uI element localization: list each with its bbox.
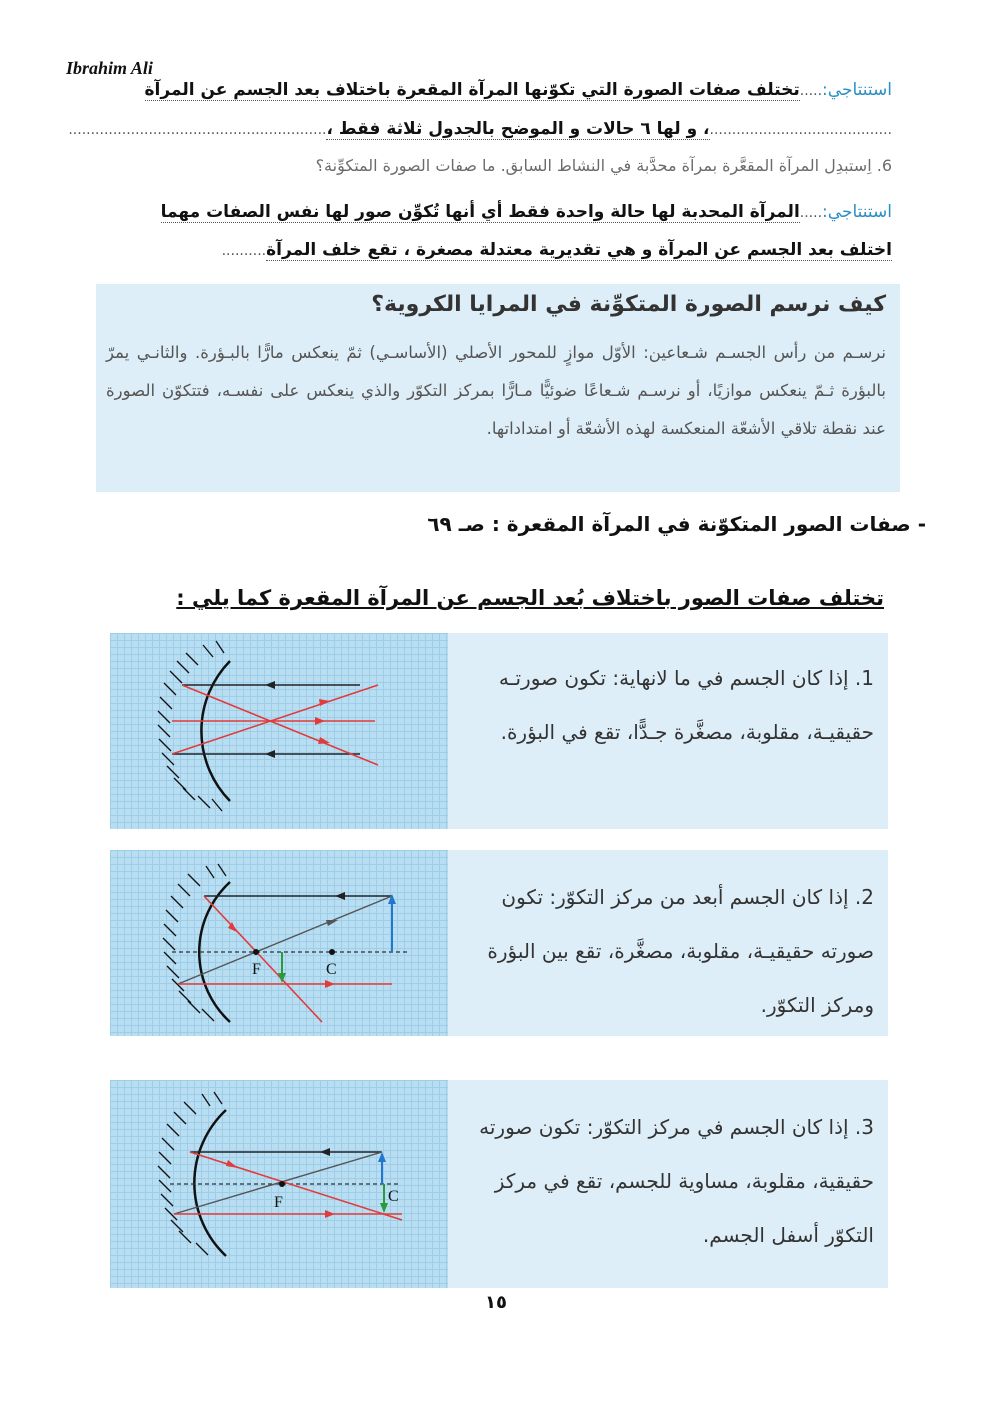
- section-title: - صفات الصور المتكوّنة في المرآة المقعرة : صـ ٦٩: [427, 512, 926, 536]
- conclusion1-row2: .........................................، و لها ٦ حالات و الموضح بالجدول ثلاثة فقط ،..........................................................: [68, 119, 892, 139]
- conclusion2-line2: اختلف بعد الجسم عن المرآة و هي تقديرية معتدلة مصغرة ، تقع خلف المرآة: [266, 240, 892, 260]
- page-number: ١٥: [485, 1292, 507, 1313]
- conclusion1-line2: ، و لها ٦ حالات و الموضح بالجدول ثلاثة فقط ،: [326, 119, 710, 139]
- case-1-panel: [110, 633, 888, 829]
- sub-title: تختلف صفات الصور باختلاف بُعد الجسم عن المرآة المقعرة كما يلي :: [176, 586, 884, 610]
- case-1-diagram: [110, 633, 448, 829]
- focus-label: F: [274, 1194, 283, 1211]
- info-box-title: كيف نرسم الصورة المتكوِّنة في المرايا الكروية؟: [371, 292, 886, 317]
- concave-mirror: [201, 661, 230, 801]
- info-box-body: نرسـم من رأس الجسـم شـعاعين: الأوّل موازٍ للمحور الأصلي (الأساسـي) ثمّ ينعكس مارًّا بالبـؤرة. والثانـي يمرّ بالبؤرة ثـمّ ينعكس موازيًا، أو نرسـم شـعاعًا ضوئيًّا مـارًّا بمركز التكوّر والذي ينعكس على نفسـه، فتتكوّن الصورة عند نقطة تلاقي الأشعّة المنعكسة لهذه الأشعّة أو امتداداتها.: [106, 343, 886, 438]
- case-3-diagram: [110, 1080, 448, 1288]
- conclusion2-label: استنتاجي:: [822, 202, 892, 222]
- case-2-diagram: [110, 850, 448, 1036]
- focus-label: F: [252, 961, 261, 978]
- case-3-text: 3. إذا كان الجسم في مركز التكوّر: تكون صورته حقيقية، مقلوبة، مساوية للجسم، تقع في مركز التكوّر أسفل الجسم.: [479, 1115, 874, 1247]
- conclusion2-line1: المرآة المحدبة لها حالة واحدة فقط أي أنها تُكوِّن صور لها نفس الصفات مهما: [160, 202, 800, 222]
- conclusion1-row1: استنتاجي:.....تختلف صفات الصورة التي تكوّنها المرآة المقعرة باختلاف بعد الجسم عن المرآة: [144, 80, 892, 100]
- info-box: [96, 284, 900, 492]
- case-2-text: 2. إذا كان الجسم أبعد من مركز التكوّر: تكون صورته حقيقيـة، مقلوبة، مصغَّرة، تقع بين البؤرة ومركز التكوّر.: [487, 885, 874, 1017]
- concave-mirror: [194, 1110, 226, 1256]
- case-2-panel: [110, 850, 888, 1036]
- conclusion1-line1: تختلف صفات الصورة التي تكوّنها المرآة المقعرة باختلاف بعد الجسم عن المرآة: [144, 80, 800, 100]
- author-name: Ibrahim Ali: [66, 58, 153, 78]
- center-label: C: [326, 961, 337, 978]
- conclusion2-row2: اختلف بعد الجسم عن المرآة و هي تقديرية معتدلة مصغرة ، تقع خلف المرآة..........: [221, 240, 892, 260]
- conclusion2-row1: استنتاجي:.....المرآة المحدبة لها حالة واحدة فقط أي أنها تُكوِّن صور لها نفس الصفات مهما: [160, 202, 892, 222]
- conclusion1-label: استنتاجي:: [822, 80, 892, 100]
- center-label: C: [388, 1188, 399, 1205]
- question-6: 6. اِستبدِل المرآة المقعَّرة بمرآة محدَّبة في النشاط السابق. ما صفات الصورة المتكوِّنة؟: [315, 156, 892, 175]
- case-1-text: 1. إذا كان الجسم في ما لانهاية: تكون صورتـه حقيقيـة، مقلوبة، مصغَّرة جـدًّا، تقع في البؤرة.: [498, 666, 874, 744]
- case-3-panel: [110, 1080, 888, 1288]
